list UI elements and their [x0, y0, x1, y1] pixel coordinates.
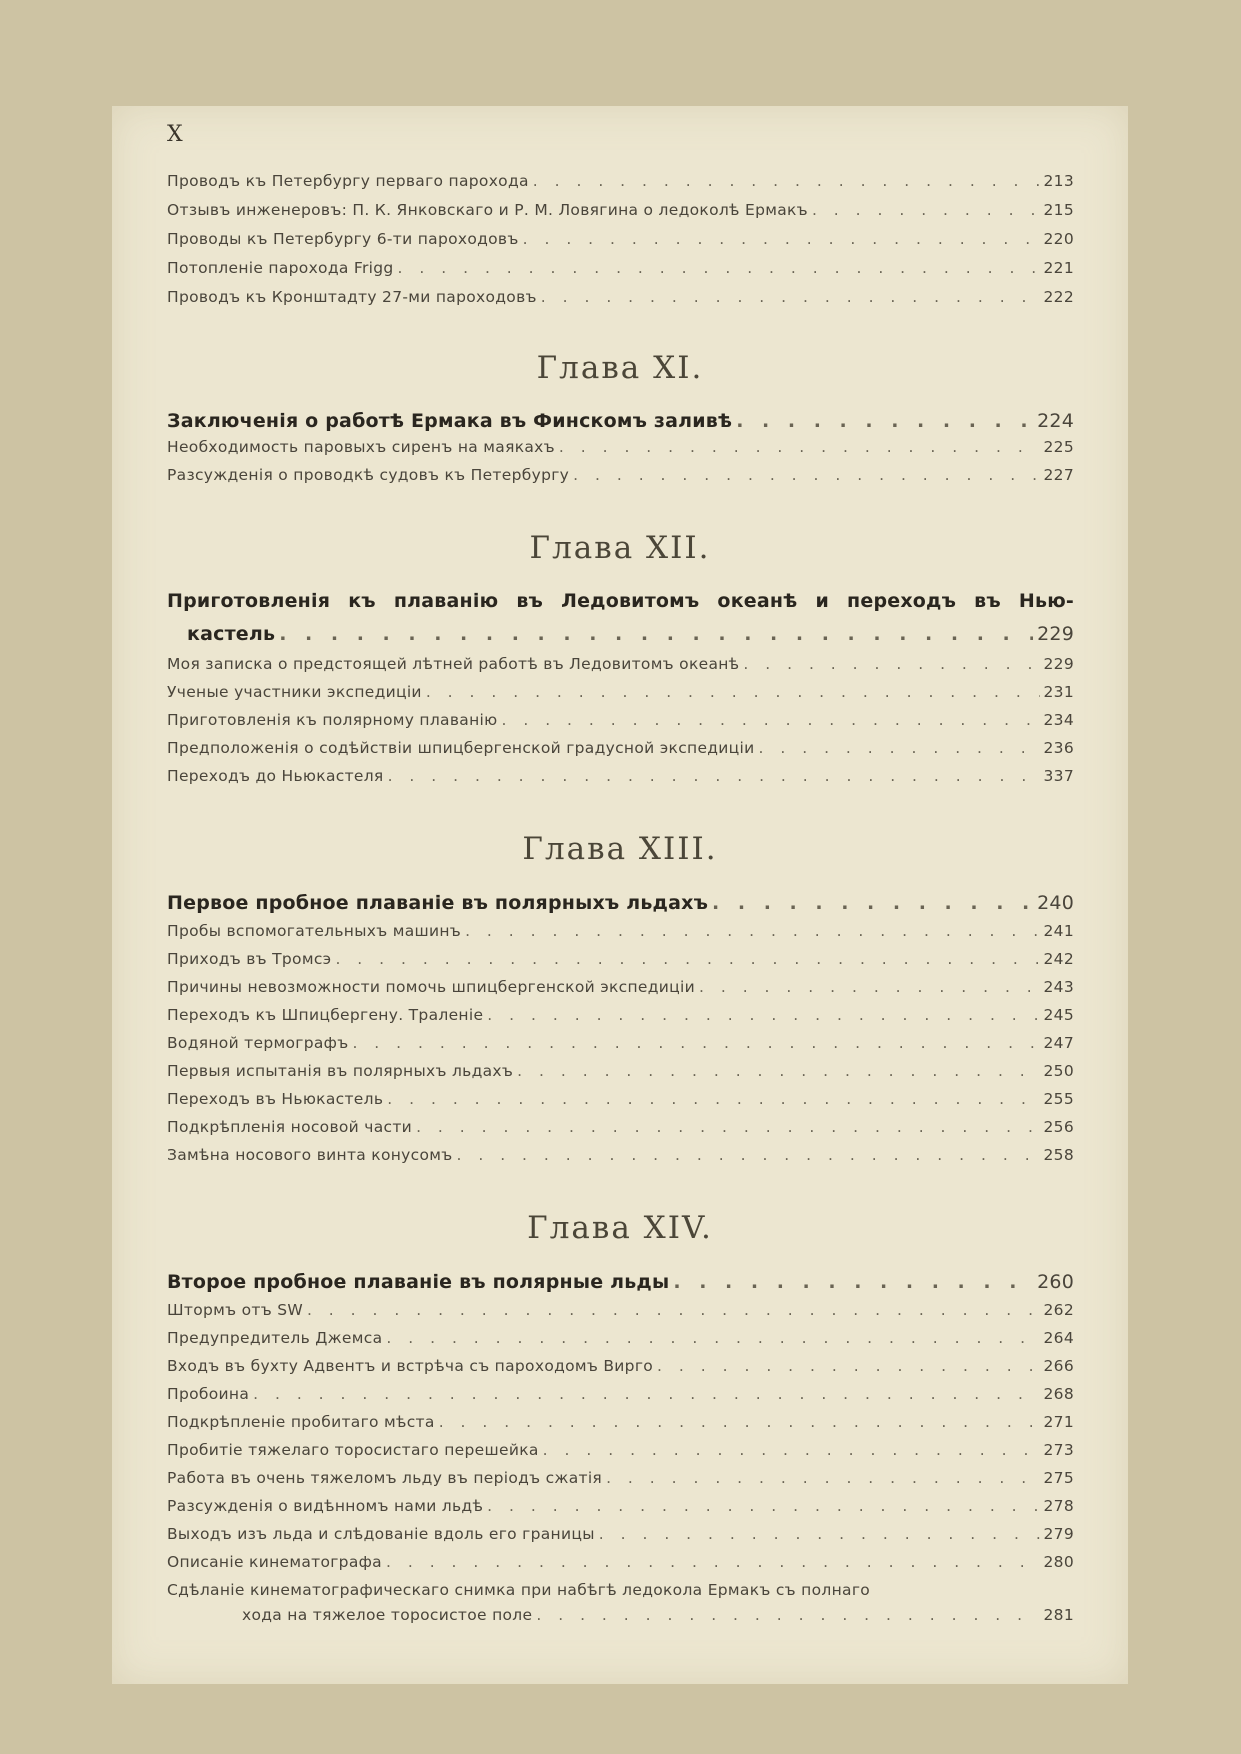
toc-entry	[167, 1090, 1074, 1108]
leader-dots	[657, 1357, 1039, 1375]
leader-dots	[673, 1271, 1033, 1293]
toc-entry-title: Пробитіе тяжелаго торосистаго перешейка	[167, 1441, 539, 1459]
leader-dots	[736, 410, 1033, 432]
toc-entry	[167, 172, 1074, 190]
toc-entry-title: Проводъ къ Кронштадту 27-ми пароходовъ	[167, 288, 537, 306]
toc-entry-title: Разсужденія о видѣнномъ нами льдѣ	[167, 1497, 484, 1515]
toc-entry-page: 273	[1043, 1441, 1074, 1459]
leader-dots	[523, 230, 1040, 248]
toc-entry-page: 255	[1043, 1090, 1074, 1108]
toc-entry-title: Проводъ къ Петербургу перваго парохода	[167, 172, 529, 190]
toc-entry-page: 260	[1037, 1271, 1074, 1293]
toc-entry	[167, 259, 1074, 277]
toc-entry-page: 242	[1043, 950, 1074, 968]
toc-entry	[167, 739, 1074, 757]
toc-entry-page: 268	[1043, 1385, 1074, 1403]
toc-entry-page: 234	[1043, 711, 1074, 729]
leader-dots	[543, 1441, 1040, 1459]
toc-entry-page: 243	[1043, 978, 1074, 996]
toc-entry	[167, 1497, 1074, 1515]
toc-entry-title: Ученые участники экспедиціи	[167, 683, 422, 701]
toc-entry-page: 275	[1043, 1469, 1074, 1487]
toc-entry	[167, 1329, 1074, 1347]
leader-dots	[487, 1006, 1039, 1024]
toc-entry	[167, 655, 1074, 673]
chapter-main-entry	[167, 1271, 1074, 1293]
leader-dots	[398, 259, 1040, 277]
toc-entry-title: Замѣна носового винта конусомъ	[167, 1146, 453, 1164]
toc-entry-page: 278	[1043, 1497, 1074, 1515]
leader-dots	[253, 1385, 1039, 1403]
toc-entry	[167, 683, 1074, 701]
toc-entry-title: Причины невозможности помочь шпицбергенской экспедиціи	[167, 978, 695, 996]
toc-entry	[167, 1553, 1074, 1571]
leader-dots	[517, 1062, 1039, 1080]
toc-entry-page: 236	[1043, 739, 1074, 757]
toc-entry	[167, 978, 1074, 996]
toc-entry-title: Выходъ изъ льда и слѣдованіе вдоль его границы	[167, 1525, 595, 1543]
leader-dots	[279, 623, 1033, 645]
toc-entry-title: Штормъ отъ SW	[167, 1301, 303, 1319]
toc-entry	[167, 1034, 1074, 1052]
leader-dots	[743, 655, 1039, 673]
leader-dots	[501, 711, 1039, 729]
toc-entry-title: Работа въ очень тяжеломъ льду въ періодъ сжатія	[167, 1469, 603, 1487]
leader-dots	[416, 1118, 1039, 1136]
toc-entry-title: Проводы къ Петербургу 6-ти пароходовъ	[167, 230, 519, 248]
chapter-main-entry-line1: Приготовленія къ плаванію въ Ледовитомъ океанѣ и переходъ въ Нью-	[167, 590, 1074, 612]
toc-entry-title: Первое пробное плаваніе въ полярныхъ льдахъ	[167, 892, 709, 914]
toc-entry-title: хода на тяжелое торосистое поле	[242, 1606, 533, 1624]
toc-entry-page: 281	[1043, 1606, 1074, 1624]
toc-entry-title: Заключенія о работѣ Ермака въ Финскомъ заливѣ	[167, 410, 733, 432]
toc-entry	[167, 922, 1074, 940]
leader-dots	[606, 1469, 1039, 1487]
toc-entry-title: кастель	[187, 623, 276, 645]
toc-entry-title: Приходъ въ Тромсэ	[167, 950, 332, 968]
toc-entry	[167, 1006, 1074, 1024]
toc-entry	[167, 1301, 1074, 1319]
toc-entry-title: Первыя испытанія въ полярныхъ льдахъ	[167, 1062, 514, 1080]
toc-entry-page: 221	[1043, 259, 1074, 277]
chapter-main-entry	[167, 410, 1074, 432]
toc-entry-page: 222	[1043, 288, 1074, 306]
toc-entry	[167, 950, 1074, 968]
leader-dots	[599, 1525, 1040, 1543]
toc-entry-title: Переходъ въ Ньюкастель	[167, 1090, 384, 1108]
leader-dots	[386, 1553, 1040, 1571]
toc-entry-title: Второе пробное плаваніе въ полярные льды	[167, 1271, 670, 1293]
toc-entry-title: Моя записка о предстоящей лѣтней работѣ въ Ледовитомъ океанѣ	[167, 655, 740, 673]
toc-entry-page: 227	[1043, 466, 1074, 484]
toc-entry-page: 250	[1043, 1062, 1074, 1080]
chapter-main-entry	[167, 892, 1074, 914]
toc-entry-title: Подкрѣпленія носовой части	[167, 1118, 413, 1136]
toc-entry	[167, 1525, 1074, 1543]
toc-entry	[242, 1606, 1074, 1624]
chapter-heading: Глава XI.	[536, 350, 704, 386]
toc-entry	[167, 466, 1074, 484]
leader-dots	[712, 892, 1033, 914]
toc-entry-title: Переходъ къ Шпицбергену. Траленіе	[167, 1006, 484, 1024]
toc-entry-page: 337	[1043, 767, 1074, 785]
leader-dots	[307, 1301, 1040, 1319]
toc-entry-title: Разсужденія о проводкѣ судовъ къ Петербургу	[167, 466, 570, 484]
chapter-heading: Глава XII.	[529, 530, 711, 566]
toc-entry-page: 262	[1043, 1301, 1074, 1319]
leader-dots	[387, 1090, 1039, 1108]
chapter-heading: Глава XIV.	[527, 1210, 713, 1246]
leader-dots	[386, 1329, 1039, 1347]
toc-entry-page: 224	[1037, 410, 1074, 432]
toc-entry-title: Пробы вспомогательныхъ машинъ	[167, 922, 462, 940]
leader-dots	[457, 1146, 1040, 1164]
leader-dots	[352, 1034, 1039, 1052]
toc-entry-page: 229	[1037, 623, 1074, 645]
toc-entry	[167, 1385, 1074, 1403]
toc-entry	[167, 438, 1074, 456]
toc-entry-page: 245	[1043, 1006, 1074, 1024]
leader-dots	[559, 438, 1040, 456]
toc-entry-page: 220	[1043, 230, 1074, 248]
leader-dots	[439, 1413, 1040, 1431]
toc-entry-title: Входъ въ бухту Адвентъ и встрѣча съ пароходомъ Вирго	[167, 1357, 654, 1375]
leader-dots	[426, 683, 1040, 701]
toc-entry-page: 256	[1043, 1118, 1074, 1136]
leader-dots	[759, 739, 1040, 757]
leader-dots	[335, 950, 1039, 968]
toc-entry	[167, 1062, 1074, 1080]
leader-dots	[812, 201, 1040, 219]
toc-entry	[167, 288, 1074, 306]
toc-entry-title: Описаніе кинематографа	[167, 1553, 382, 1571]
leader-dots	[465, 922, 1039, 940]
toc-entry-title: Пробоина	[167, 1385, 250, 1403]
leader-dots	[536, 1606, 1039, 1624]
chapter-heading: Глава XIII.	[522, 831, 718, 867]
toc-entry-line1: Сдѣланіе кинематографическаго снимка при набѣгѣ ледокола Ермакъ съ полнаго	[167, 1581, 871, 1599]
leader-dots	[541, 288, 1040, 306]
toc-entry-title: Водяной термографъ	[167, 1034, 349, 1052]
toc-entry	[167, 230, 1074, 248]
toc-entry	[167, 767, 1074, 785]
chapter-main-entry	[167, 623, 1074, 645]
toc-entry-title: Предположенія о содѣйствіи шпицбергенской градусной экспедиціи	[167, 739, 755, 757]
toc-entry	[167, 1118, 1074, 1136]
toc-entry	[167, 1146, 1074, 1164]
toc-entry-page: 229	[1043, 655, 1074, 673]
toc-entry-page: 241	[1043, 922, 1074, 940]
toc-entry	[167, 1413, 1074, 1431]
toc-entry-title: Предупредитель Джемса	[167, 1329, 383, 1347]
toc-entry-page: 213	[1043, 172, 1074, 190]
toc-entry-page: 225	[1043, 438, 1074, 456]
toc-entry-page: 280	[1043, 1553, 1074, 1571]
toc-entry-title: Приготовленія къ полярному плаванію	[167, 711, 498, 729]
toc-entry-page: 247	[1043, 1034, 1074, 1052]
toc-entry-title: Необходимость паровыхъ сиренъ на маякахъ	[167, 438, 555, 456]
toc-entry-page: 264	[1043, 1329, 1074, 1347]
toc-entry-page: 231	[1043, 683, 1074, 701]
toc-entry-title: Переходъ до Ньюкастеля	[167, 767, 384, 785]
toc-entry	[167, 1357, 1074, 1375]
leader-dots	[573, 466, 1039, 484]
toc-entry	[167, 201, 1074, 219]
toc-entry-page: 215	[1043, 201, 1074, 219]
leader-dots	[533, 172, 1040, 190]
toc-entry	[167, 1469, 1074, 1487]
toc-entry-page: 240	[1037, 892, 1074, 914]
toc-entry	[167, 1441, 1074, 1459]
page-number: X	[167, 122, 183, 147]
toc-entry-title: Подкрѣпленіе пробитаго мѣста	[167, 1413, 435, 1431]
toc-entry-page: 279	[1043, 1525, 1074, 1543]
leader-dots	[388, 767, 1040, 785]
toc-entry-page: 266	[1043, 1357, 1074, 1375]
leader-dots	[699, 978, 1040, 996]
toc-entry-page: 258	[1043, 1146, 1074, 1164]
toc-entry-page: 271	[1043, 1413, 1074, 1431]
leader-dots	[487, 1497, 1039, 1515]
toc-entry-title: Отзывъ инженеровъ: П. К. Янковскаго и Р. М. Ловягина о ледоколѣ Ермакъ	[167, 201, 808, 219]
toc-entry	[167, 711, 1074, 729]
toc-entry-title: Потопленіе парохода Frigg	[167, 259, 394, 277]
